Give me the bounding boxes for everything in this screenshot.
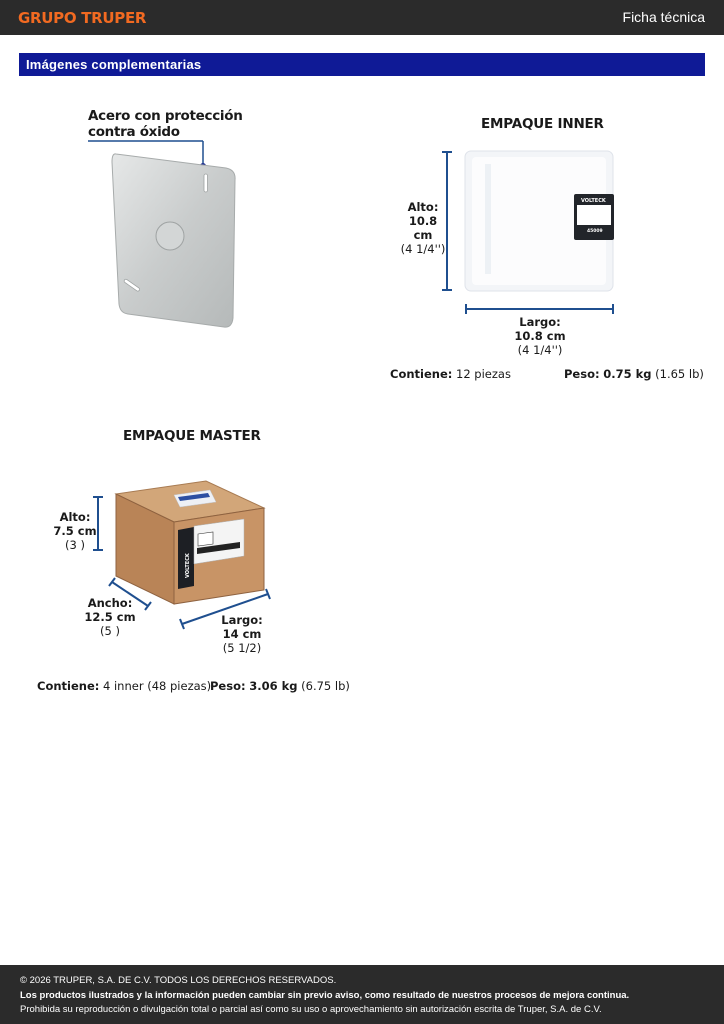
knockout-hole xyxy=(156,222,184,250)
mounting-slot xyxy=(204,174,208,192)
section-title: Imágenes complementarias xyxy=(26,57,202,72)
inner-height-label: Alto: xyxy=(407,200,439,214)
inner-weight: Peso: 0.75 kg (1.65 lb) xyxy=(564,367,704,381)
footer-prohibition: Prohibida su reproducción o divulgación total o parcial así como su uso o aprovechamiento sin autorización escrita de Truper, S.A. de C.V. xyxy=(20,1004,602,1015)
material-line-2: contra óxido xyxy=(88,124,180,140)
master-height-label: Alto: xyxy=(59,510,91,524)
inner-length-cm: 10.8 cm xyxy=(514,329,566,343)
master-length-in: (5 1/2) xyxy=(222,641,262,655)
master-length-dimension xyxy=(216,613,268,655)
inner-contains: Contiene: 12 piezas xyxy=(390,367,511,381)
header-bar xyxy=(0,0,724,35)
master-package-title: EMPAQUE MASTER xyxy=(123,428,261,444)
master-contains: Contiene: 4 inner (48 piezas) xyxy=(37,679,212,693)
brand-logo: GRUPO TRUPER xyxy=(18,9,147,27)
master-width-cm: 12.5 cm xyxy=(84,610,136,624)
master-width-label: Ancho: xyxy=(87,596,133,610)
material-line-1: Acero con protección xyxy=(88,108,243,124)
footer-bar xyxy=(0,965,724,1024)
master-width-in: (5 ) xyxy=(100,624,120,638)
master-width-dimension xyxy=(84,596,136,638)
master-weight: Peso: 3.06 kg (6.75 lb) xyxy=(210,679,350,693)
master-height-in: (3 ) xyxy=(65,538,85,552)
footer-copyright: © 2026 TRUPER, S.A. DE C.V. TODOS LOS DERECHOS RESERVADOS. xyxy=(20,975,337,986)
box-brand: VOLTECK xyxy=(185,553,191,578)
inner-height-cm: 10.8 cm xyxy=(408,214,438,242)
inner-length-label: Largo: xyxy=(519,315,561,329)
inner-length-dimension xyxy=(510,315,570,357)
document-type: Ficha técnica xyxy=(622,9,705,25)
bag-brand: VOLTECK xyxy=(581,198,606,204)
footer-notice: Los productos ilustrados y la información pueden cambiar sin previo aviso, como resultado de nuestros procesos de mejora continua. xyxy=(20,990,630,1001)
inner-package-image xyxy=(440,146,630,318)
section-title-bar xyxy=(19,53,705,76)
bag-code: 45009 xyxy=(587,229,603,234)
master-height-cm: 7.5 cm xyxy=(53,524,97,538)
cover-plate-image xyxy=(86,138,246,338)
master-height-dimension xyxy=(52,510,98,552)
master-length-label: Largo: xyxy=(221,613,263,627)
master-length-cm: 14 cm xyxy=(222,627,262,641)
inner-length-in: (4 1/4'') xyxy=(517,343,563,357)
inner-package-title: EMPAQUE INNER xyxy=(481,116,604,132)
material-label xyxy=(88,108,243,140)
inner-height-dimension xyxy=(398,200,448,256)
inner-height-in: (4 1/4'') xyxy=(400,242,446,256)
